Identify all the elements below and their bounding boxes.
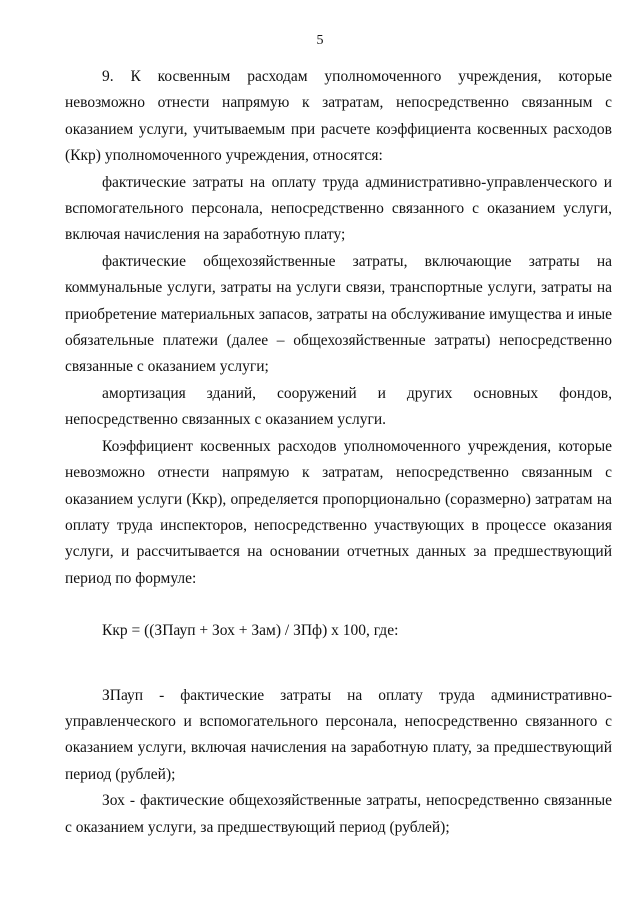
paragraph-9: 9. К косвенным расходам уполномоченного учреждения, которые невозможно отнести напрямую к затратам, непосредственно связанным с оказанием услуги, учитываемым при расчете коэффициента косвенных расходов (Ккр) уполномоченного учреждения, относятся: — [65, 68, 612, 165]
definition-zoh: Зох - фактические общехозяйственные затраты, непосредственно связанные с оказанием услуги, за предшествующий период (рублей); — [65, 792, 612, 836]
formula: Ккр = ((ЗПауп + Зох + Зам) / ЗПф) х 100, где: — [102, 622, 399, 640]
paragraph-coefficient: Коэффициент косвенных расходов уполномоченного учреждения, которые невозможно отнести напрямую к затратам, непосредственно связанным с оказанием услуги (Ккр), определяется пропорционально (соразмерно) затратам на оплату труда инспекторов, непосредственно участвующих в процессе оказания услуги, и рассчитывается на основании отчетных данных за предшествующий период по формуле: — [65, 437, 612, 587]
paragraph-labor-costs: фактические затраты на оплату труда административно-управленческого и вспомогательного персонала, непосредственно связанного с оказанием услуги, включая начисления на заработную плату; — [65, 173, 612, 244]
document-body — [65, 64, 612, 841]
paragraph-depreciation: амортизация зданий, сооружений и других основных фондов, непосредственно связанных с оказанием услуги. — [65, 384, 612, 429]
page-number: 5 — [316, 33, 324, 48]
definition-zpaup: ЗПауп - фактические затраты на оплату труда административно-управленческого и вспомогательного персонала, непосредственно связанного с оказанием услуги, включая начисления на заработную плату, за предшествующий период (рублей); — [65, 686, 612, 783]
paragraph-general-costs: фактические общехозяйственные затраты, включающие затраты на коммунальные услуги, затраты на услуги связи, транспортные услуги, затраты на приобретение материальных запасов, затраты на обслуживание имущества и иные обязательные платежи (далее – общехозяйственные затраты) непосредственно связанные с оказанием услуги; — [65, 252, 612, 376]
